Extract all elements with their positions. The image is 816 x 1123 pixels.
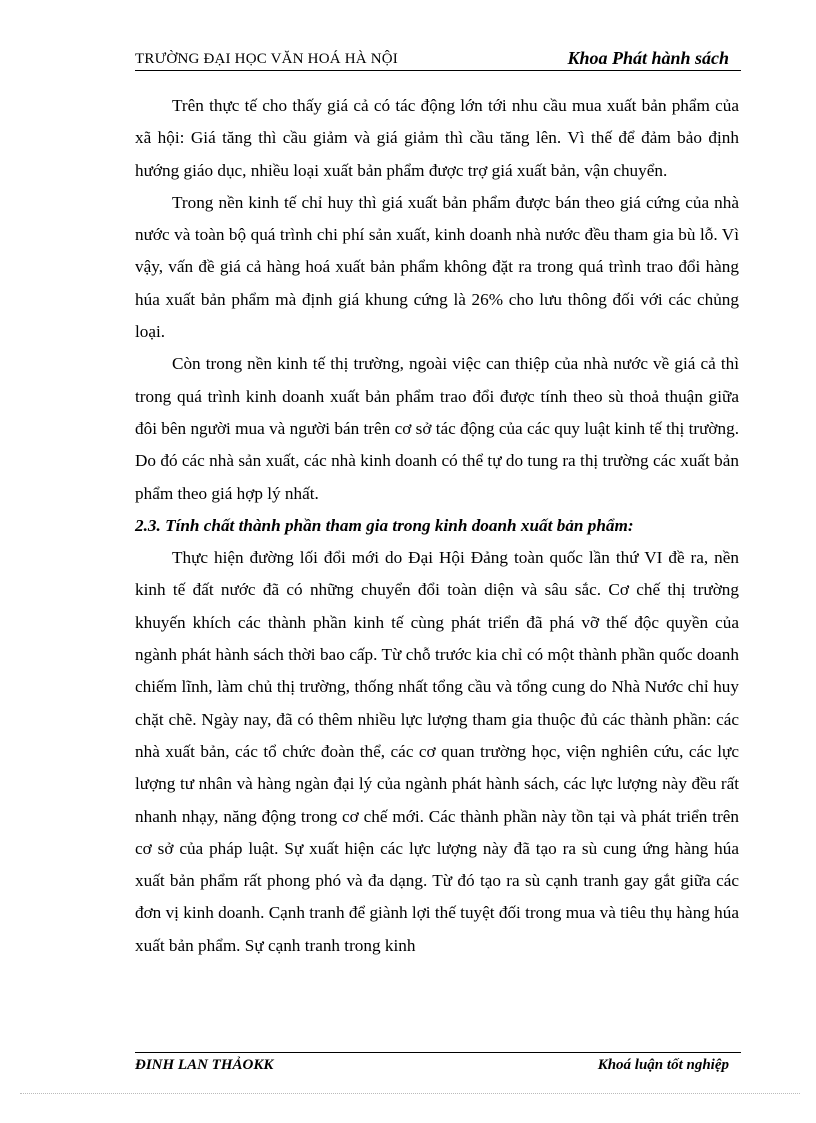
paragraph: Trong nền kinh tế chỉ huy thì giá xuất bản phẩm được bán theo giá cứng của nhà nước và toàn bộ quá trình chi phí sản xuất, kinh doanh nhà nước đều tham gia bù lỗ. Vì vậy, vấn đề giá cả hàng hoá xuất bản phẩm không đặt ra trong quá trình trao đổi hàng húa xuất bản phẩm mà định giá khung cứng là 26% cho lưu thông đối với các chủng loại. [135, 192, 739, 342]
page-boundary [20, 1093, 800, 1094]
section-heading: 2.3. Tính chất thành phần tham gia trong kinh doanh xuất bản phẩm: [135, 515, 634, 535]
faculty-name: Khoa Phát hành sách [567, 48, 729, 68]
page-header [135, 48, 741, 71]
document-body [135, 90, 739, 962]
paragraph: Trên thực tế cho thấy giá cả có tác động lớn tới nhu cầu mua xuất bản phẩm của xã hội: Giá tăng thì cầu giảm và giá giảm thì cầu tăng lên. Vì thế để đảm bảo định hướng giáo dục, nhiều loại xuất bản phẩm được trợ giá xuất bản, vận chuyển. [135, 96, 739, 180]
page-footer [135, 1052, 741, 1077]
document-type: Khoá luận tốt nghiệp [597, 1057, 729, 1073]
author-name: ĐINH LAN THẢOKK [135, 1057, 274, 1073]
university-name: TRƯỜNG ĐẠI HỌC VĂN HOÁ HÀ NỘI [135, 51, 398, 67]
paragraph: Còn trong nền kinh tế thị trường, ngoài việc can thiệp của nhà nước về giá cả thì trong quá trình kinh doanh xuất bản phẩm trao đổi được tính theo sù thoả thuận giữa đôi bên người mua và người bán trên cơ sở tác động của các quy luật kinh tế thị trường. Do đó các nhà sản xuất, các nhà kinh doanh có thể tự do tung ra thị trường các xuất bản phẩm theo giá hợp lý nhất. [135, 354, 739, 503]
paragraph: Thực hiện đường lối đổi mới do Đại Hội Đảng toàn quốc lần thứ VI đề ra, nền kinh tế đất nước đã có những chuyển đổi toàn diện và sâu sắc. Cơ chế thị trường khuyến khích các thành phần kinh tế cùng phát triển đã phá vỡ thế độc quyền của ngành phát hành sách thời bao cấp. Từ chỗ trước kia chỉ có một thành phần quốc doanh chiếm lĩnh, làm chủ thị trường, thống nhất tổng cầu và tổng cung do Nhà Nước chỉ huy chặt chẽ. Ngày nay, đã có thêm nhiều lực lượng tham gia thuộc đủ các thành phần: các nhà xuất bản, các tổ chức đoàn thể, các cơ quan trường học, viện nghiên cứu, các lực lượng tư nhân và hàng ngàn đại lý của ngành phát hành sách, các lực lượng này đều rất nhanh nhạy, năng động trong cơ chế mới. Các thành phần này tồn tại và phát triển trên cơ sở của pháp luật. Sự xuất hiện các lực lượng này đã tạo ra sù cung ứng hàng húa xuất bản phẩm rất phong phó và đa dạng. Từ đó tạo ra sù cạnh tranh gay gắt giữa các đơn vị kinh doanh. Cạnh tranh để giành lợi thế tuyệt đối trong mua và tiêu thụ hàng húa xuất bản phẩm. Sự cạnh tranh trong kinh [135, 548, 739, 955]
